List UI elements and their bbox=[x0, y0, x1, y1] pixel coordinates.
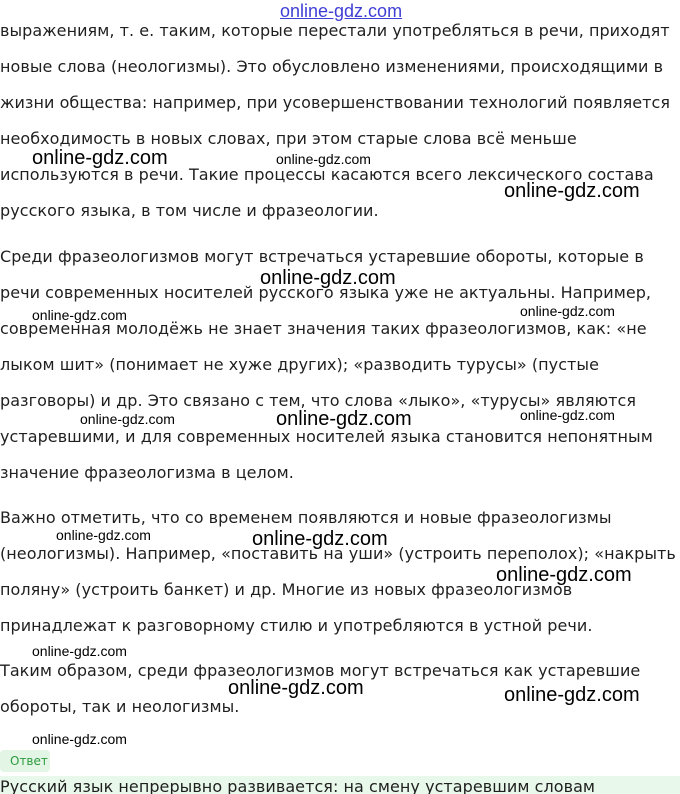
paragraph-2-line: разговоры) и др. Это связано с тем, что слова «лыко», «турусы» являются bbox=[0, 391, 637, 410]
watermark: online-gdz.com bbox=[252, 528, 388, 550]
watermark: online-gdz.com bbox=[32, 643, 127, 659]
paragraph-1-line: используются в речи. Такие процессы касаются всего лексического состава bbox=[0, 165, 654, 184]
paragraph-4-line: обороты, так и неологизмы. bbox=[0, 697, 240, 716]
watermark: online-gdz.com bbox=[32, 147, 168, 169]
answer-badge: Ответ bbox=[0, 750, 50, 772]
paragraph-1-line: необходимость в новых словах, при этом старые слова всё меньше bbox=[0, 129, 577, 148]
paragraph-1-line: жизни общества: например, при усовершенствовании технологий появляется bbox=[0, 93, 671, 112]
watermark: online-gdz.com bbox=[520, 407, 615, 423]
paragraph-2-line: речи современных носителей русского языка уже не актуальны. Например, bbox=[0, 283, 652, 302]
paragraph-1-line: выражениям, т. е. таким, которые перестали употребляться в речи, приходят bbox=[0, 21, 670, 40]
watermark-link[interactable]: online-gdz.com bbox=[280, 1, 403, 21]
watermark: online-gdz.com bbox=[276, 408, 412, 430]
paragraph-2-line: устаревшими, и для современных носителей языка становится непонятным bbox=[0, 427, 653, 446]
paragraph-1-line: новые слова (неологизмы). Это обусловлено изменениями, происходящими в bbox=[0, 57, 664, 76]
watermark: online-gdz.com bbox=[520, 303, 615, 319]
watermark: online-gdz.com bbox=[32, 307, 127, 323]
answer-box bbox=[0, 776, 680, 794]
watermark: online-gdz.com bbox=[504, 180, 640, 202]
watermark: online-gdz.com bbox=[32, 731, 127, 747]
paragraph-2-line: Среди фразеологизмов могут встречаться устаревшие обороты, которые в bbox=[0, 247, 644, 266]
paragraph-3-line: (неологизмы). Например, «поставить на уши» (устроить переполох); «накрыть bbox=[0, 544, 676, 563]
paragraph-2-line: значение фразеологизма в целом. bbox=[0, 463, 294, 482]
paragraph-1-line: русского языка, в том числе и фразеологии. bbox=[0, 201, 379, 220]
paragraph-3-line: принадлежат к разговорному стилю и употребляются в устной речи. bbox=[0, 616, 593, 635]
paragraph-3-line: Важно отметить, что со временем появляются и новые фразеологизмы bbox=[0, 508, 612, 527]
watermark: online-gdz.com bbox=[260, 267, 396, 289]
paragraph-3-line: поляну» (устроить банкет) и др. Многие из новых фразеологизмов bbox=[0, 580, 573, 599]
answer-first-line: Русский язык непрерывно развивается: на смену устаревшим словам bbox=[0, 777, 596, 794]
watermark: online-gdz.com bbox=[56, 527, 151, 543]
watermark: online-gdz.com bbox=[504, 684, 640, 706]
watermark: online-gdz.com bbox=[228, 677, 364, 699]
paragraph-4-line: Таким образом, среди фразеологизмов могут встречаться как устаревшие bbox=[0, 661, 641, 680]
paragraph-2-line: современная молодёжь не знает значения таких фразеологизмов, как: «не bbox=[0, 319, 647, 338]
watermark: online-gdz.com bbox=[276, 151, 371, 167]
paragraph-2-line: лыком шит» (понимает не хуже других); «разводить турусы» (пустые bbox=[0, 355, 599, 374]
watermark: online-gdz.com bbox=[496, 564, 632, 586]
watermark: online-gdz.com bbox=[80, 411, 175, 427]
